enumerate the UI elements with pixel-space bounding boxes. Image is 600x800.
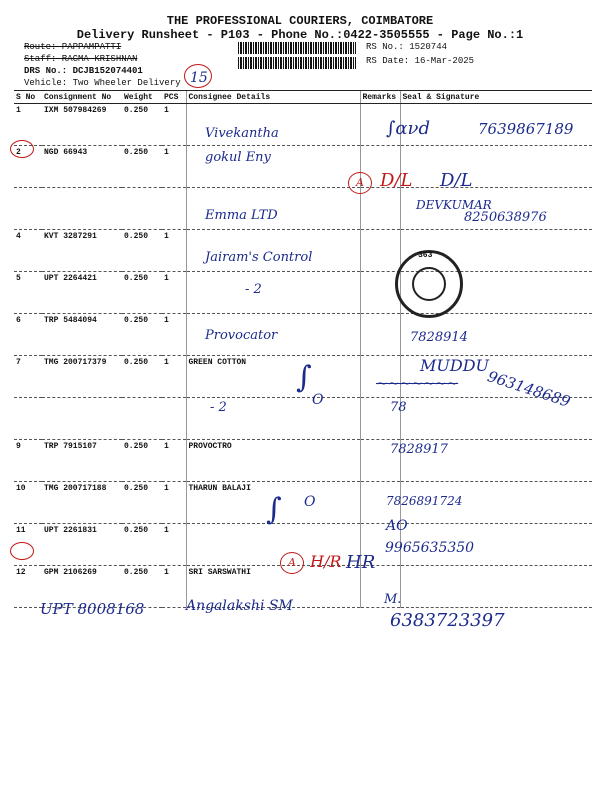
hand-phone-7b: 963148689 [485, 367, 573, 411]
hand-vivekanandha: Vivekantha [205, 126, 279, 141]
table-row [14, 440, 592, 482]
cell-consignment: TMG 200717188 [42, 482, 122, 524]
hand-oval-8: O [312, 392, 324, 408]
hand-upt-bottom: UPT 8008168 [40, 600, 145, 618]
cell-consignment: UPT 2264421 [42, 272, 122, 314]
cell-sno: 9 [14, 440, 42, 482]
cell-sno: 4 [14, 230, 42, 272]
cell-consignment [42, 398, 122, 440]
signature-1: ∫ανd [386, 118, 430, 139]
hand-dl-1: D/L [380, 170, 413, 191]
hand-15: 15 [190, 70, 208, 86]
hand-phone-9: 7828917 [390, 442, 448, 457]
cell-weight: 0.250 [122, 272, 162, 314]
hand-hr-2: HR [346, 552, 376, 573]
cell-consignee: SRI SARSWATHI [186, 566, 360, 608]
hand-angalakshi: Angalakshi SM [186, 598, 293, 614]
cell-consignee: PROVOCTRO [186, 440, 360, 482]
cell-pcs: 1 [162, 272, 186, 314]
cell-remarks [360, 230, 400, 272]
route-line: Route: PAPPAMPATTI [24, 42, 122, 52]
runsheet-subtitle: Delivery Runsheet - P103 - Phone No.:0422-3505555 - Page No.:1 [76, 28, 524, 42]
hand-phone-12: 9965635350 [385, 540, 475, 556]
barcode-2 [238, 57, 356, 69]
cell-consignment: TRP 7915107 [42, 440, 122, 482]
stamp-center [412, 267, 446, 301]
hand-dash-8: - 2 [210, 400, 227, 415]
cell-pcs: 1 [162, 440, 186, 482]
hand-jairam: Jairam's Control [205, 250, 313, 265]
hand-ao: AO [386, 518, 408, 534]
cell-weight [122, 398, 162, 440]
hand-dl-circle-letter: A [356, 176, 364, 189]
hand-hr-1: H/R [310, 552, 342, 571]
table-header [14, 91, 592, 104]
drs-line: DRS No.: DCJB152074401 [24, 66, 143, 76]
hand-phone-bottom: 6383723397 [390, 610, 505, 631]
table-row [14, 272, 592, 314]
cell-sno: 1 [14, 104, 42, 146]
row12-circle [10, 542, 34, 560]
hand-muddu: MUDDU [420, 356, 490, 375]
cell-weight: 0.250 [122, 440, 162, 482]
barcode-1 [238, 42, 356, 54]
table-row [14, 398, 592, 440]
hand-emma: Emma LTD [205, 208, 278, 223]
col-consignment: Consignment No [42, 91, 122, 104]
cell-pcs: 1 [162, 104, 186, 146]
row2-circle [10, 140, 34, 158]
cell-pcs: 1 [162, 482, 186, 524]
table-row [14, 146, 592, 188]
hr-circle [280, 552, 304, 574]
cell-weight: 0.250 [122, 524, 162, 566]
cell-seal [400, 566, 592, 608]
courier-seal-stamp [395, 250, 463, 318]
hand-dash-5: - 2 [245, 282, 262, 297]
vehicle-line: Vehicle: Two Wheeler Delivery [24, 78, 181, 88]
table-row [14, 482, 592, 524]
cell-pcs: 1 [162, 524, 186, 566]
cell-weight: 0.250 [122, 314, 162, 356]
col-remarks: Remarks [360, 91, 400, 104]
cell-pcs: 1 [162, 314, 186, 356]
cell-pcs: 1 [162, 356, 186, 398]
hand-devkumar: DEVKUMAR [416, 198, 492, 212]
cell-consignment: TRP 5484094 [42, 314, 122, 356]
col-consignee: Consignee Details [186, 91, 360, 104]
runsheet-table [14, 90, 592, 608]
cell-consignee: THARUN BALAJI [186, 482, 360, 524]
cell-consignment: TMG 200717379 [42, 356, 122, 398]
cell-remarks [360, 188, 400, 230]
hand-phone-7a: 7828914 [410, 330, 468, 345]
cell-seal [400, 146, 592, 188]
cell-pcs: 1 [162, 230, 186, 272]
cell-sno: 6 [14, 314, 42, 356]
hand-brace-10: ∫ [266, 492, 282, 527]
col-weight: Weight [122, 91, 162, 104]
cell-pcs: 1 [162, 146, 186, 188]
hand-sig1-phone: 7639867189 [478, 120, 574, 138]
cell-consignment: IXM 507984269 [42, 104, 122, 146]
col-pcs: PCS [162, 91, 186, 104]
hand-phone-10: 7826891724 [386, 494, 463, 508]
cell-consignment: GPM 2106269 [42, 566, 122, 608]
hand-phone-dev: 8250638976 [464, 210, 547, 225]
cell-remarks [360, 314, 400, 356]
hand-gokul: gokul Eny [205, 150, 271, 165]
cell-pcs [162, 188, 186, 230]
cell-consignment [42, 188, 122, 230]
staff-line: Staff: RAGMA KRISHNAN [24, 54, 138, 64]
cell-consignee [186, 272, 360, 314]
cell-sno [14, 188, 42, 230]
hand-phone-78: 78 [390, 400, 407, 415]
cell-weight: 0.250 [122, 104, 162, 146]
rs-date: RS Date: 16-Mar-2025 [366, 56, 475, 66]
cell-weight [122, 188, 162, 230]
hand-dl-2: D/L [440, 170, 473, 191]
circle-mark [184, 64, 212, 88]
dl-circle [348, 172, 372, 194]
cell-sno: 7 [14, 356, 42, 398]
table-row [14, 314, 592, 356]
company-title: THE PROFESSIONAL COURIERS, COIMBATORE [166, 14, 434, 28]
col-seal: Seal & Signature [400, 91, 592, 104]
cell-consignment: UPT 2261831 [42, 524, 122, 566]
hand-brace-7: ∫ [296, 360, 312, 395]
cell-weight: 0.250 [122, 146, 162, 188]
cell-weight: 0.250 [122, 356, 162, 398]
rs-number: RS No.: 1520744 [366, 42, 448, 52]
cell-pcs [162, 398, 186, 440]
cell-weight: 0.250 [122, 230, 162, 272]
hand-sign-bottom: M. [384, 592, 402, 607]
cell-consignee: GREEN COTTON [186, 356, 360, 398]
cell-consignment: NGD 66943 [42, 146, 122, 188]
cell-remarks [360, 272, 400, 314]
cell-sno: 10 [14, 482, 42, 524]
cell-pcs: 1 [162, 566, 186, 608]
hand-provocator: Provocator [205, 328, 278, 343]
cell-sno: 11 [14, 524, 42, 566]
cell-weight: 0.250 [122, 482, 162, 524]
cell-sno [14, 398, 42, 440]
hand-hr-circle-letter: A [288, 556, 296, 569]
hand-oval-10: O [304, 494, 316, 510]
cell-sno: 2 [14, 146, 42, 188]
cell-sno: 12 [14, 566, 42, 608]
stamp-number: 363 [418, 251, 433, 260]
col-sno: S No [14, 91, 42, 104]
cell-consignment: KVT 3287291 [42, 230, 122, 272]
hand-struck-7: ~~~~~~~ [376, 376, 459, 392]
cell-sno: 5 [14, 272, 42, 314]
cell-weight: 0.250 [122, 566, 162, 608]
